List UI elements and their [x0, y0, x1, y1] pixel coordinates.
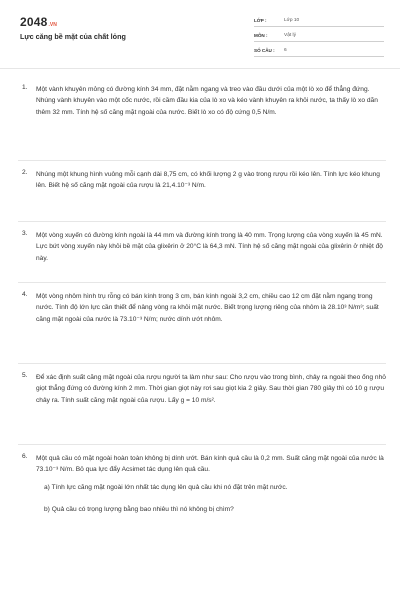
meta-label: SỐ CÂU : — [254, 47, 275, 53]
meta-label: LỚP : — [254, 17, 267, 23]
question-text: Một quả cầu có mặt ngoài hoàn toàn không bị dính ướt. Bán kính quả cầu là 0,2 mm. Suất căng mặt ngoài của nước là 73.10⁻³ N/m. Bỏ qua lực đẩy Acsimet tác dụng lên quả cầu. — [36, 455, 384, 474]
sub-question-a: a) Tính lực căng mặt ngoài lớn nhất tác dụng lên quả cầu khi nó đặt trên mặt nước. — [44, 483, 288, 491]
question-2 — [18, 161, 386, 222]
question-number: 5. — [22, 372, 28, 379]
question-1 — [18, 76, 386, 161]
meta-row-class — [254, 14, 384, 27]
question-text: Một vòng xuyến có đường kính ngoài là 44 mm và đường kính trong là 40 mm. Trọng lượng của vòng xuyến là 45 mN. Lực bứt vòng xuyến này khỏi bề mặt của glixêrin ở 20°C là 64,3 mN. Tính hệ số căng mặt ngoài của glixêrin ở nhiệt độ này. — [36, 232, 383, 262]
sub-question-b: b) Quả cầu có trọng lượng bằng bao nhiêu thì nó không bị chìm? — [44, 506, 234, 514]
meta-value: Vật lý — [284, 32, 296, 38]
question-number: 4. — [22, 291, 28, 298]
meta-row-subject — [254, 29, 384, 42]
question-number: 1. — [22, 84, 28, 91]
meta-value: 6 — [284, 47, 287, 53]
question-number: 2. — [22, 169, 28, 176]
question-text: Để xác định suất căng mặt ngoài của rượu người ta làm như sau: Cho rượu vào trong bình, chảy ra ngoài theo ống nhỏ giọt thẳng đứng có đường kính 2 mm. Thời gian giọt này rơi sau giọt kia 2 giây. Sau thời gian 780 giây thì có 10 g rượu chảy ra. Tính suất căng mặt ngoài của rượu. Lấy g = 10 m/s². — [36, 374, 386, 404]
meta-label: MÔN : — [254, 32, 268, 38]
logo-suffix-text: .VN — [48, 22, 57, 28]
question-4 — [18, 283, 386, 364]
question-number: 3. — [22, 230, 28, 237]
brand-block — [20, 15, 126, 41]
document-title: Lực căng bề mặt của chất lỏng — [20, 32, 126, 41]
meta-row-count — [254, 44, 384, 57]
question-6 — [18, 445, 386, 516]
logo-main-text: 2048 — [20, 15, 48, 29]
question-number: 6. — [22, 453, 28, 460]
question-text: Một vành khuyên mỏng có đường kính 34 mm, đặt nằm ngang và treo vào đầu dưới của một lò xo để thẳng đứng. Nhúng vành khuyên vào một cốc nước, rồi cầm đầu kia của lò xo và kéo vành khuyên ra khỏi nước, ta thấy lò xo dãn thêm 32 mm. Tính hệ số căng mặt ngoài của nước. Biết lò xo có độ cứng 0,5 N/m. — [36, 86, 378, 116]
question-list — [18, 76, 386, 516]
worksheet-header — [0, 0, 400, 69]
question-text: Một vòng nhôm hình trụ rỗng có bán kính trong 3 cm, bán kính ngoài 3,2 cm, chiều cao 12 cm đặt nằm ngang trong nước. Tính độ lớn lực cần thiết để nâng vòng ra khỏi mặt nước. Biết trọng lượng riêng của nhôm là 28.10³ N/m³; suất căng mặt ngoài của nước là 73.10⁻³ N/m; nước dính ướt nhôm. — [36, 293, 379, 323]
question-5 — [18, 364, 386, 445]
site-logo[interactable] — [20, 15, 126, 29]
question-text: Nhúng một khung hình vuông mỗi cạnh dài 8,75 cm, có khối lượng 2 g vào trong rượu rồi kéo lên. Tính lực kéo khung lên. Biết hệ số căng mặt ngoài của rượu là 21,4.10⁻³ N/m. — [36, 171, 380, 190]
meta-info — [254, 14, 384, 59]
meta-value: Lớp 10 — [284, 17, 300, 23]
question-3 — [18, 222, 386, 283]
